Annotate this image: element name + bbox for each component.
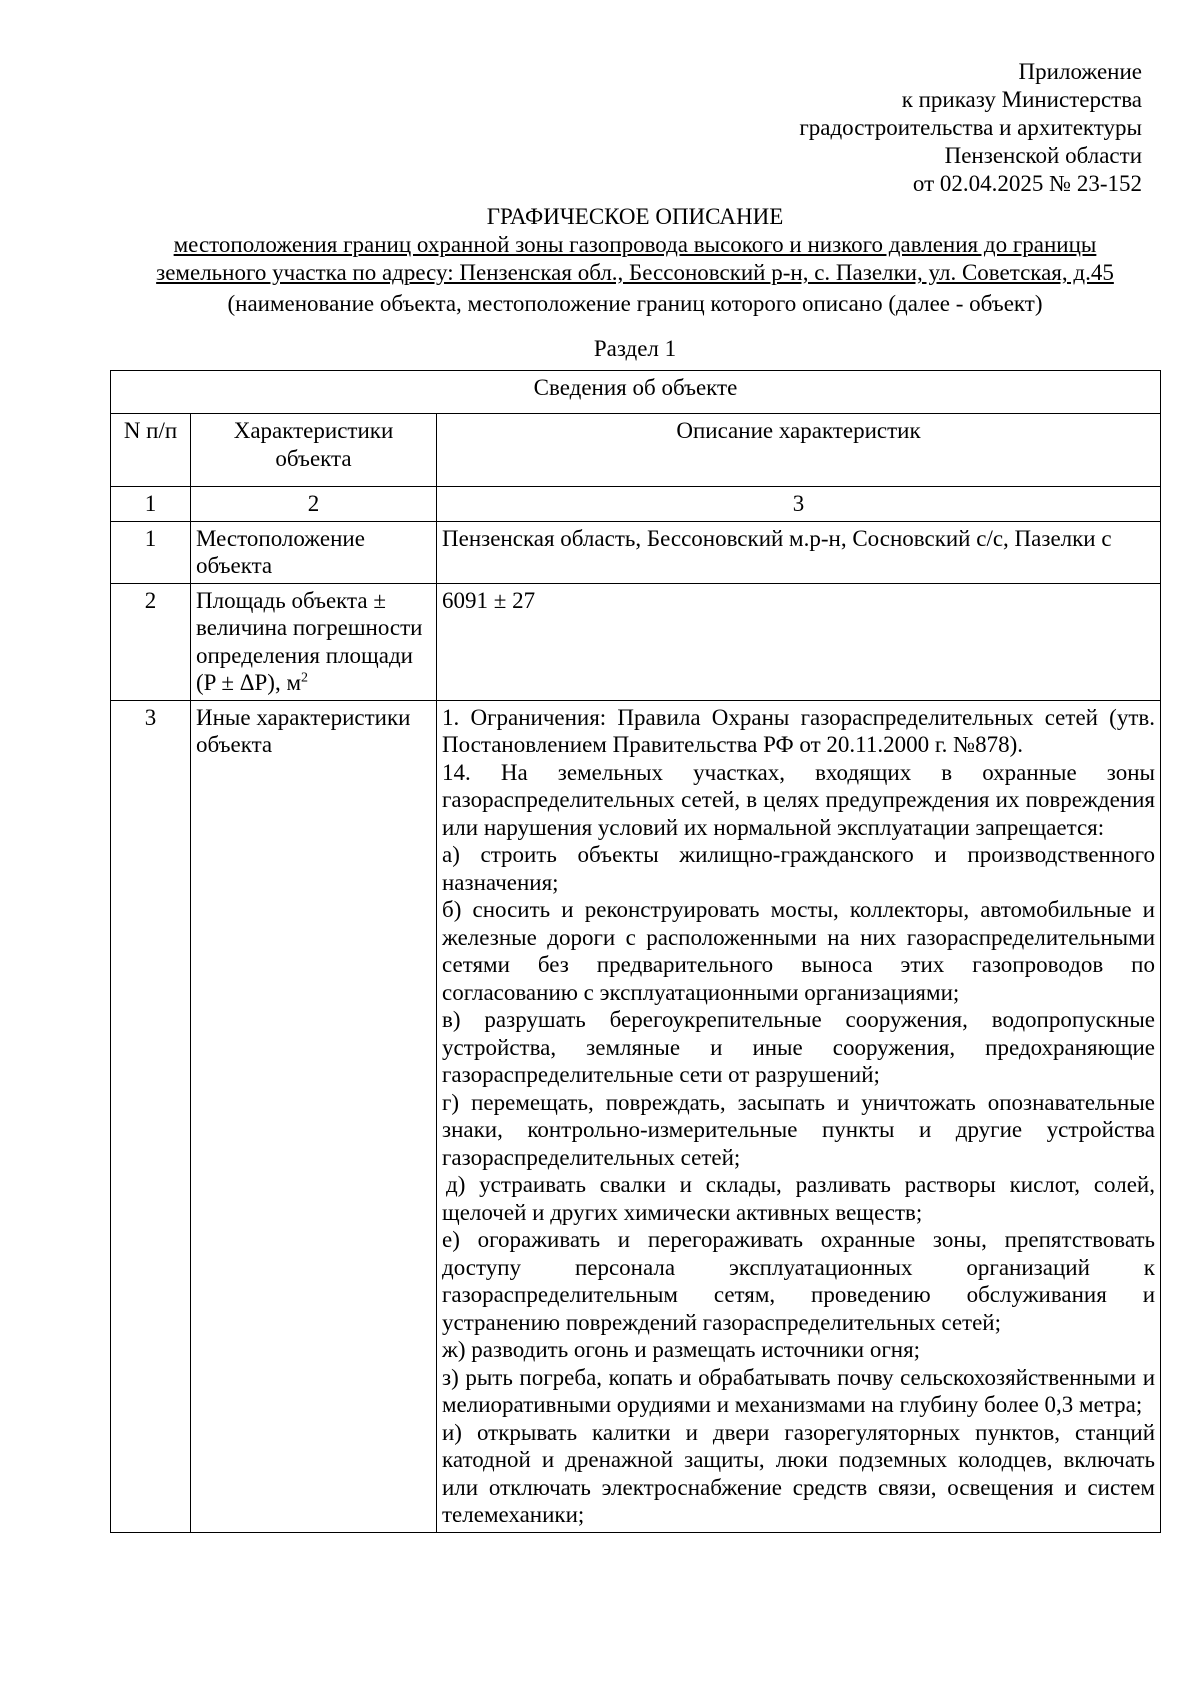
row-description — [437, 700, 1161, 1532]
description-paragraph: ж) разводить огонь и размещать источники огня; — [442, 1337, 921, 1362]
table-caption: Сведения об объекте — [111, 371, 1161, 414]
appendix-block — [799, 58, 1142, 198]
description-paragraph: 14. На земельных участках, входящих в охранные зоны газораспределительных сетей, в целях предупреждения их повреждения или нарушения условий их нормальной эксплуатации запрещается: — [442, 759, 1155, 840]
header-num: N п/п — [111, 414, 191, 487]
characteristic-text: Площадь объекта ± величина погрешности определения площади (P ± ΔP), м — [196, 587, 423, 695]
object-name — [100, 231, 1170, 287]
section-title: Раздел 1 — [593, 336, 677, 361]
table-row — [111, 521, 1161, 583]
appendix-line: Пензенской области — [944, 143, 1142, 168]
description-paragraph: и) открывать калитки и двери газорегуляторных пунктов, станций катодной и дренажной защиты, люки подземных колодцев, включать или отключать электроснабжение средств связи, освещения и систем телемеханики; — [442, 1419, 1155, 1527]
description-paragraph: б) сносить и реконструировать мосты, коллекторы, автомобильные и железные дороги с расположенными на них газораспределительными сетями без предварительного выноса этих газопроводов по согласованию с эксплуатационными организациями; — [442, 897, 1155, 1005]
appendix-line: Приложение — [1018, 59, 1142, 84]
description-paragraph: а) строить объекты жилищно-гражданского и производственного назначения; — [442, 842, 1155, 895]
header-characteristic: Характеристики объекта — [191, 414, 437, 487]
row-description — [437, 521, 1161, 583]
header-description: Описание характеристик — [437, 414, 1161, 487]
column-number-row — [111, 487, 1161, 522]
column-number: 2 — [191, 487, 437, 522]
column-number: 1 — [111, 487, 191, 522]
object-info-table — [110, 370, 1161, 1533]
row-characteristic — [191, 583, 437, 700]
appendix-line: к приказу Министерства — [901, 87, 1142, 112]
document-title: ГРАФИЧЕСКОЕ ОПИСАНИЕ — [486, 204, 784, 229]
description-paragraph: 6091 ± 27 — [442, 587, 536, 613]
description-paragraph: в) разрушать берегоукрепительные сооружения, водопропускные устройства, земляные и иные сооружения, предохраняющие газораспределительные сети от разрушений; — [442, 1007, 1155, 1087]
appendix-line: градостроительства и архитектуры — [799, 115, 1142, 140]
row-num: 1 — [111, 521, 191, 583]
unit-superscript: 2 — [301, 670, 309, 686]
table-header-row — [111, 414, 1161, 487]
description-paragraph: з) рыть погреба, копать и обрабатывать почву сельскохозяйственными и мелиоративными орудиями и механизмами на глубину более 0,3 метра; — [442, 1364, 1155, 1417]
row-num: 2 — [111, 583, 191, 700]
appendix-line: от 02.04.2025 № 23-152 — [912, 171, 1142, 196]
object-name-line: земельного участка по адресу: Пензенская обл., Бессоновский р-н, с. Пазелки, ул. Советская, д.45 — [156, 260, 1114, 285]
table-row — [111, 700, 1161, 1532]
description-paragraph: е) огораживать и перегораживать охранные зоны, препятствовать доступу персонала эксплуатационных организаций к газораспределительным сетям, проведению обслуживания и устранению повреждений газораспределительных сетей; — [442, 1227, 1155, 1335]
table-row — [111, 583, 1161, 700]
column-number: 3 — [437, 487, 1161, 522]
table-caption-row — [111, 371, 1161, 414]
row-description — [437, 583, 1161, 700]
object-caption: (наименование объекта, местоположение границ которого описано (далее - объект) — [227, 291, 1043, 316]
description-paragraph: Пензенская область, Бессоновский м.р-н, Сосновский с/с, Пазелки с — [442, 525, 1112, 551]
description-paragraph: г) перемещать, повреждать, засыпать и уничтожать опознавательные знаки, контрольно-измерительные пункты и другие устройства газораспределительных сетей; — [442, 1089, 1155, 1170]
object-name-line: местоположения границ охранной зоны газопровода высокого и низкого давления до границы — [173, 232, 1097, 257]
row-characteristic: Иные характеристики объекта — [191, 700, 437, 1532]
row-num: 3 — [111, 700, 191, 1532]
row-characteristic: Местоположение объекта — [191, 521, 437, 583]
description-paragraph: д) устраивать свалки и склады, разливать растворы кислот, солей, щелочей и других химически активных веществ; — [442, 1172, 1155, 1225]
description-paragraph: 1. Ограничения: Правила Охраны газораспределительных сетей (утв. Постановлением Правительства РФ от 20.11.2000 г. №878). — [442, 704, 1155, 757]
